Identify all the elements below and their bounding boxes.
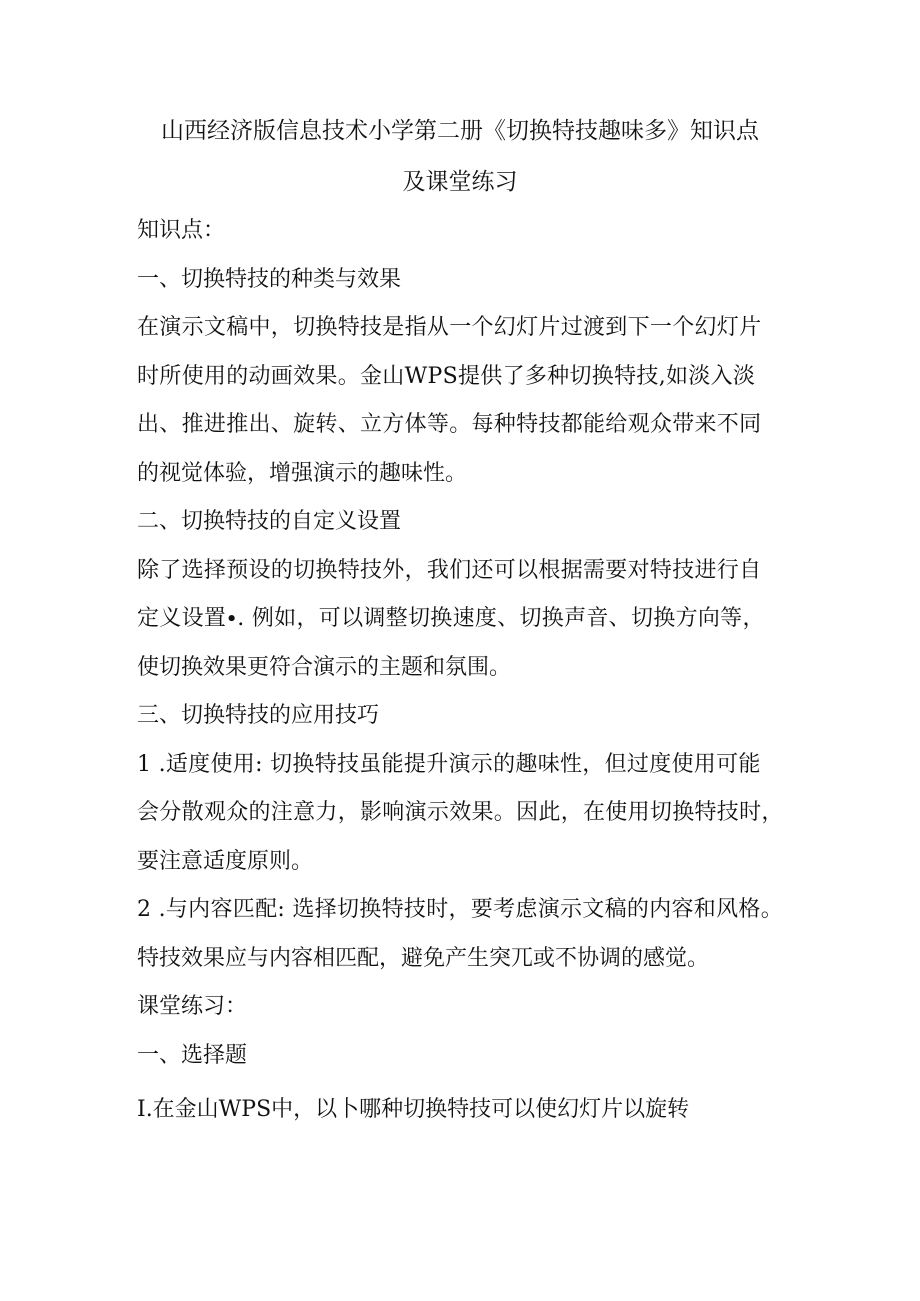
paragraph-line: 定义设置∙. 例如，可以调整切换速度、切换声音、切换方向等，	[137, 606, 765, 631]
paragraph-line: 时所使用的动画效果。金山WPS提供了多种切换特技,如淡入淡	[137, 363, 756, 389]
document-title-line-2: 及课堂练习	[402, 169, 518, 195]
paragraph-line: 的视觉体验，增强演示的趣味性。	[137, 460, 468, 486]
subheading-types-effects: 一、切换特技的种类与效果	[137, 266, 402, 292]
list-item-line: 1 .适度使用: 切换特技虽能提升演示的趣味性，但过度使用可能	[137, 751, 761, 777]
list-item-line: 2 .与内容匹配: 选择切换特技时，要考虑演示文稿的内容和风格。	[137, 897, 783, 922]
paragraph-line: 除了选择预设的切换特技外，我们还可以根据需要对特技进行自	[137, 557, 762, 583]
subheading-custom-settings: 二、切换特技的自定义设置	[137, 509, 402, 534]
list-item-line: 会分散观众的注意力，影响演示效果。因此，在使用切换特技时，	[137, 800, 784, 825]
section-heading-classroom-practice: 课堂练习：	[137, 994, 248, 1019]
document-body	[137, 217, 797, 1145]
subheading-application-tips: 三、切换特技的应用技巧	[137, 703, 380, 728]
subheading-multiple-choice: 一、选择题	[137, 1042, 248, 1068]
section-heading-knowledge: 知识点：	[137, 218, 226, 243]
list-item-line: 特技效果应与内容相匹配，避免产生突兀或不协调的感觉。	[137, 945, 710, 971]
list-item-line: 要注意适度原则。	[137, 848, 314, 874]
document-title-line-1: 山西经济版信息技术小学第二册《切换特技趣味多》知识点	[161, 118, 759, 144]
question-line: I.在金山WPS中，以卜哪种切换特技可以使幻灯片以旋转	[137, 1097, 690, 1122]
paragraph-line: 在演示文稿中，切换特技是指从一个幻灯片过渡到下一个幻灯片	[137, 315, 762, 340]
paragraph-line: 使切换效果更符合演示的主题和氛围。	[137, 654, 512, 680]
paragraph-line: 出、推进推出、旋转、立方体等。每种特技都能给观众带来不同	[137, 412, 762, 437]
